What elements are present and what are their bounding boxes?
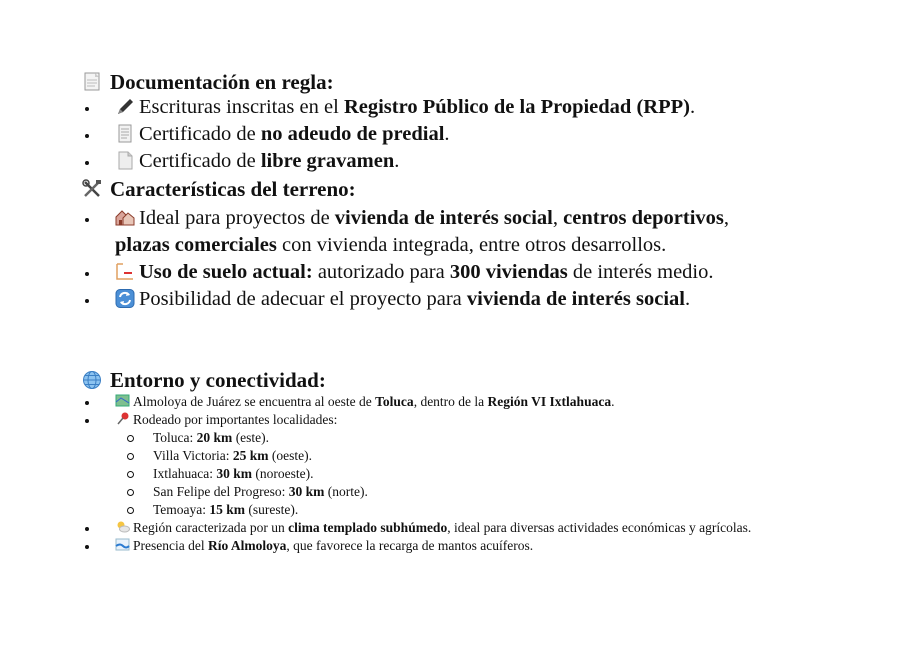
tools-icon [82,179,104,199]
documentation-heading [82,70,334,94]
pushpin-icon [115,412,130,425]
list-item: Posibilidad de adecuar el proyecto para vivienda de interés social. [115,286,835,313]
pen-icon [115,97,135,116]
list-item: Certificado de no adeudo de predial. [115,121,835,148]
river-icon [115,538,130,551]
town-item: Temoaya: 15 km (sureste). [115,501,775,519]
receipt-icon [115,124,135,143]
refresh-icon [115,289,135,308]
documentation-title: Documentación en regla: [110,70,334,94]
houses-icon [115,208,135,227]
town-item: Toluca: 20 km (este). [115,429,775,447]
sun-cloud-icon [115,520,130,533]
list-item: Ideal para proyectos de vivienda de interés social, centros deportivos, plazas comerciales con vivienda integrada, entre otros desarrollos. [115,205,755,259]
town-item: Villa Victoria: 25 km (oeste). [115,447,775,465]
towns-list [115,429,775,519]
list-item: Rodeado por importantes localidades: Toluca: 20 km (este). Villa Victoria: 25 km (oeste). Ixtlahuaca: 30 km (noroeste). San Felipe del Progreso: 30 km (norte). Temoaya: 15 km (sureste). [115,411,775,519]
list-item: Escrituras inscritas en el Registro Público de la Propiedad (RPP). [115,94,835,121]
map-icon [115,394,130,407]
town-item: San Felipe del Progreso: 30 km (norte). [115,483,775,501]
globe-icon [82,370,104,390]
list-item: Presencia del Río Almoloya, que favorece la recarga de mantos acuíferos. [115,537,775,555]
environment-list [115,393,775,555]
environment-title: Entorno y conectividad: [110,368,326,392]
terrain-list [115,205,755,313]
terrain-title: Características del terreno: [110,177,356,201]
list-item: Región caracterizada por un clima templado subhúmedo, ideal para diversas actividades económicas y agrícolas. [115,519,775,537]
terrain-heading [82,177,356,201]
document-icon [82,72,104,92]
list-item: Certificado de libre gravamen. [115,148,835,175]
list-item: Almoloya de Juárez se encuentra al oeste de Toluca, dentro de la Región VI Ixtlahuaca. [115,393,775,411]
list-item: Uso de suelo actual: autorizado para 300 viviendas de interés medio. [115,259,835,286]
environment-heading [82,368,326,392]
page-icon [115,151,135,170]
town-item: Ixtlahuaca: 30 km (noroeste). [115,465,775,483]
documentation-list [115,94,835,175]
blueprint-icon [115,262,135,281]
